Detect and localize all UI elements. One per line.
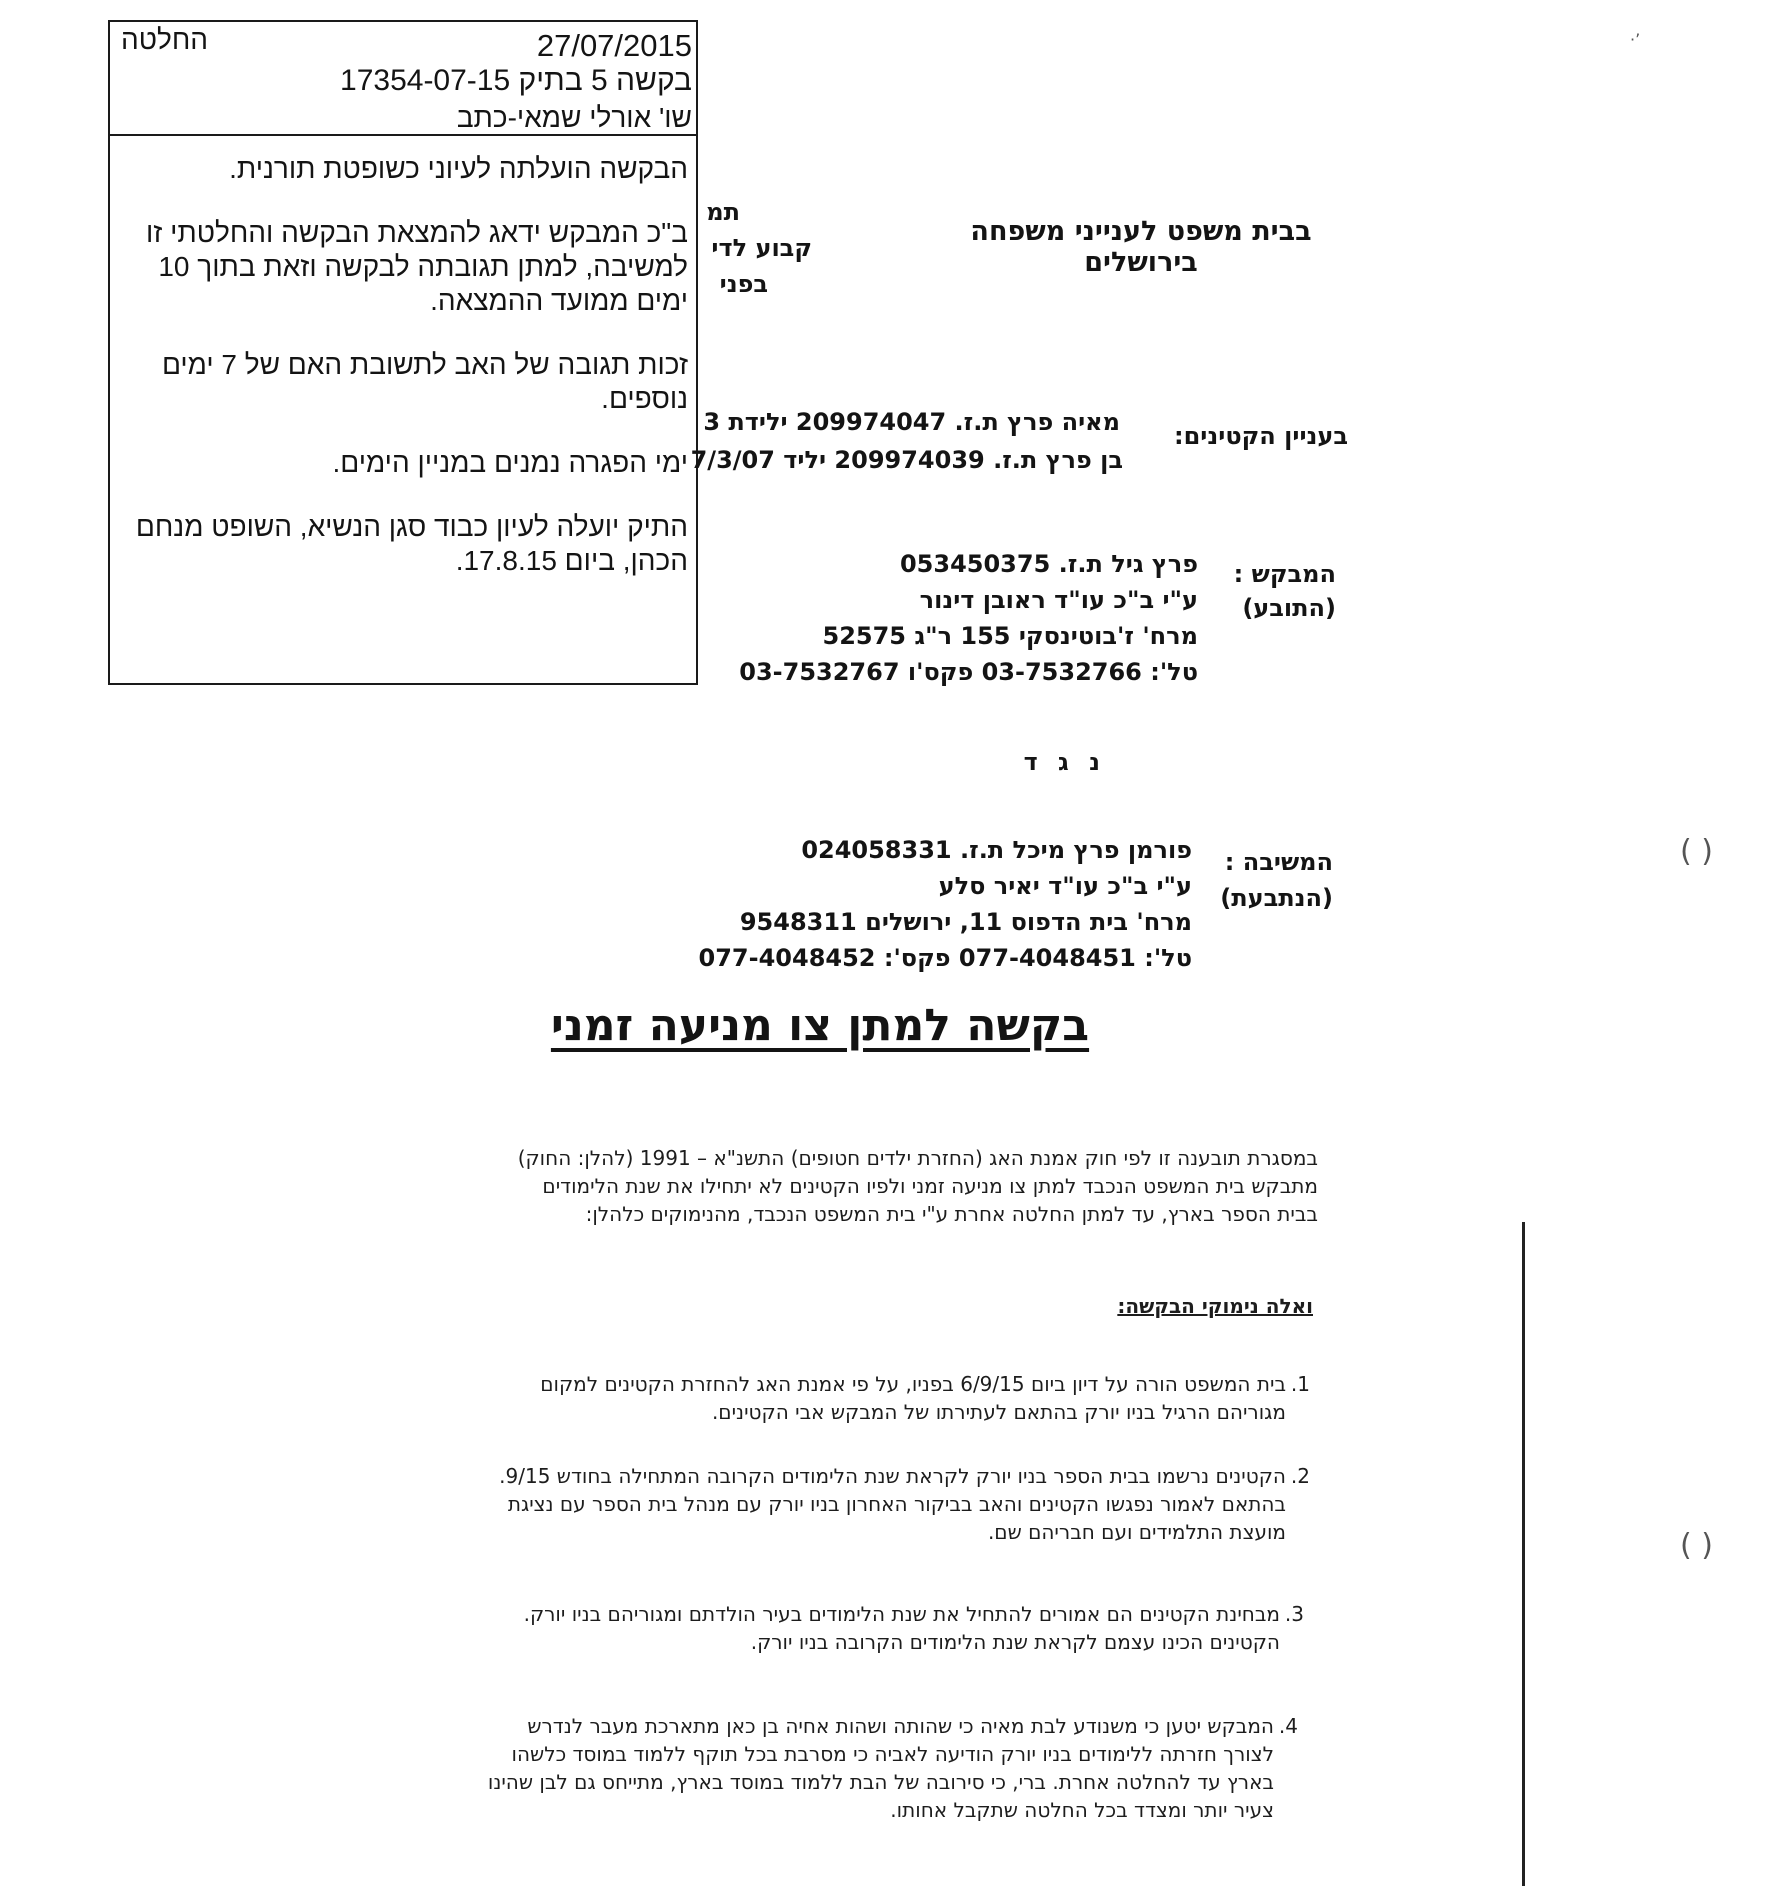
- petitioner-address: מרח' ז'בוטינסקי 155 ר"ג 52575: [822, 622, 1198, 650]
- petitioner-counsel: ע"י ב"כ עו"ד ראובן דינור: [919, 586, 1198, 614]
- reason-number: 4.: [1278, 1714, 1298, 1738]
- case-fragment: תמ: [706, 198, 740, 226]
- minors-label: בעניין הקטינים:: [1174, 422, 1348, 450]
- reason-item: 3. מבחינת הקטינים הם אמורים להתחיל את שנת הלימודים בעיר הולדתם ומגוריהם בניו יורק. הקטינים הכינו עצמם לקראת שנת הלימודים הקרובה בניו יורק.: [523, 1602, 1304, 1654]
- respondent-role: (הנתבעת): [1220, 884, 1333, 912]
- respondent-phone: טל': 077-4048451 פקס': 077-4048452: [698, 944, 1192, 972]
- minor-maya: מאיה פרץ ת.ז. 209974047 ילידת 3: [703, 408, 1120, 436]
- petitioner-phone: טל': 03-7532766 פקס'ו 03-7532767: [739, 658, 1198, 686]
- reason-number: 2.: [1290, 1464, 1310, 1488]
- decision-paragraph: התיק יועלה לעיון כבוד סגן הנשיא, השופט מנחם הכהן, ביום 17.8.15.: [135, 511, 688, 576]
- decision-header: [110, 22, 696, 136]
- respondent-counsel: ע"י ב"כ עו"ד יאיר סלע: [938, 872, 1192, 900]
- respondent-name: פורמן פרץ מיכל ת.ז. 024058331: [801, 836, 1192, 864]
- court-name: בבית משפט לענייני משפחה בירושלים: [970, 216, 1312, 278]
- reason-item: 2. הקטינים נרשמו בבית הספר בניו יורק לקראת שנת הלימודים הקרובה המתחילה בחודש 9/15. בהתאם לאמור נפגשו הקטינים והאב בביקור האחרון בניו יורק עם מנהל בית הספר עם נציגת מועצת התלמידים ועם חבריהם שם.: [499, 1464, 1310, 1544]
- scan-mark: ’·: [1630, 30, 1641, 49]
- respondent-address: מרח' בית הדפוס 11, ירושלים 9548311: [739, 908, 1192, 936]
- scan-margin-line: [1522, 1222, 1525, 1886]
- petitioner-name: פרץ גיל ת.ז. 053450375: [899, 550, 1198, 578]
- punch-hole-mark: ( ): [1680, 834, 1713, 869]
- decision-label: החלטה: [120, 24, 208, 55]
- reason-item: 1. בית המשפט הורה על דיון ביום 6/9/15 בפניו, על פי אמנת האג להחזרת הקטינים למקום מגוריהם הרגיל בניו יורק בהתאם לעתירתו של המבקש אבי הקטינים.: [540, 1372, 1310, 1424]
- decision-stamp: [108, 20, 698, 685]
- decision-date: 27/07/2015: [536, 28, 692, 63]
- decision-clerk: שו' אורלי שמאי-כתב: [456, 102, 692, 133]
- case-fragment: בפני: [719, 270, 768, 298]
- decision-paragraph: הבקשה הועלתה לעיוני כשופטת תורנית.: [229, 153, 688, 184]
- petitioner-label: המבקש :: [1233, 560, 1336, 588]
- reason-number: 3.: [1284, 1602, 1304, 1626]
- intro-paragraph: במסגרת תובענה זו לפי חוק אמנת האג (החזרת ילדים חטופים) התשנ"א – 1991 (להלן: החוק) מתבקש בית המשפט הנכבד למתן צו מניעה זמני ולפיו הקטינים לא יתחילו את שנת הלימודים בבית הספר בארץ, עד למתן החלטה אחרת ע"י בית המשפט הנכבד, מהנימוקים כלהלן:: [517, 1146, 1318, 1226]
- reasons-heading: ואלה נימוקי הבקשה:: [1117, 1294, 1313, 1318]
- case-fragment: קבוע לדי: [711, 234, 812, 262]
- minor-ben: בן פרץ ת.ז. 209974039 יליד 7/3/07: [690, 446, 1123, 474]
- decision-paragraph: זכות תגובה של האב לתשובת האם של 7 ימים נוספים.: [161, 349, 688, 414]
- decision-request-number: בקשה 5 בתיק 17354-07-15: [340, 64, 692, 97]
- reason-number: 1.: [1290, 1372, 1310, 1396]
- decision-paragraph: ימי הפגרה נמנים במניין הימים.: [332, 447, 688, 478]
- versus: נ ג ד: [1023, 748, 1106, 776]
- decision-body: [110, 136, 696, 578]
- decision-paragraph: ב"כ המבקש ידאג להמצאת הבקשה והחלטתי זו למשיבה, למתן תגובתה לבקשה וזאת בתוך 10 ימים ממועד ההמצאה.: [146, 217, 688, 316]
- reason-item: 4. המבקש יטען כי משנודע לבת מאיה כי שהותה ושהות אחיה בן כאן מתארכת מעבר לנדרש לצורך חזרתה ללימודים בניו יורק הודיעה לאביה כי מסרבת בכל תוקף ללמוד במוסד כלשהו בארץ עד להחלטה אחרת. ברי, כי סירובה של הבת ללמוד במוסד בארץ, מתייחס גם לבן שהינו צעיר יותר ומצדד בכל החלטה שתקבל אחותו.: [487, 1714, 1298, 1822]
- punch-hole-mark: ( ): [1680, 1528, 1713, 1563]
- petitioner-role: (התובע): [1242, 594, 1336, 622]
- document-title: בקשה למתן צו מניעה זמני: [550, 1000, 1090, 1051]
- respondent-label: המשיבה :: [1224, 848, 1333, 876]
